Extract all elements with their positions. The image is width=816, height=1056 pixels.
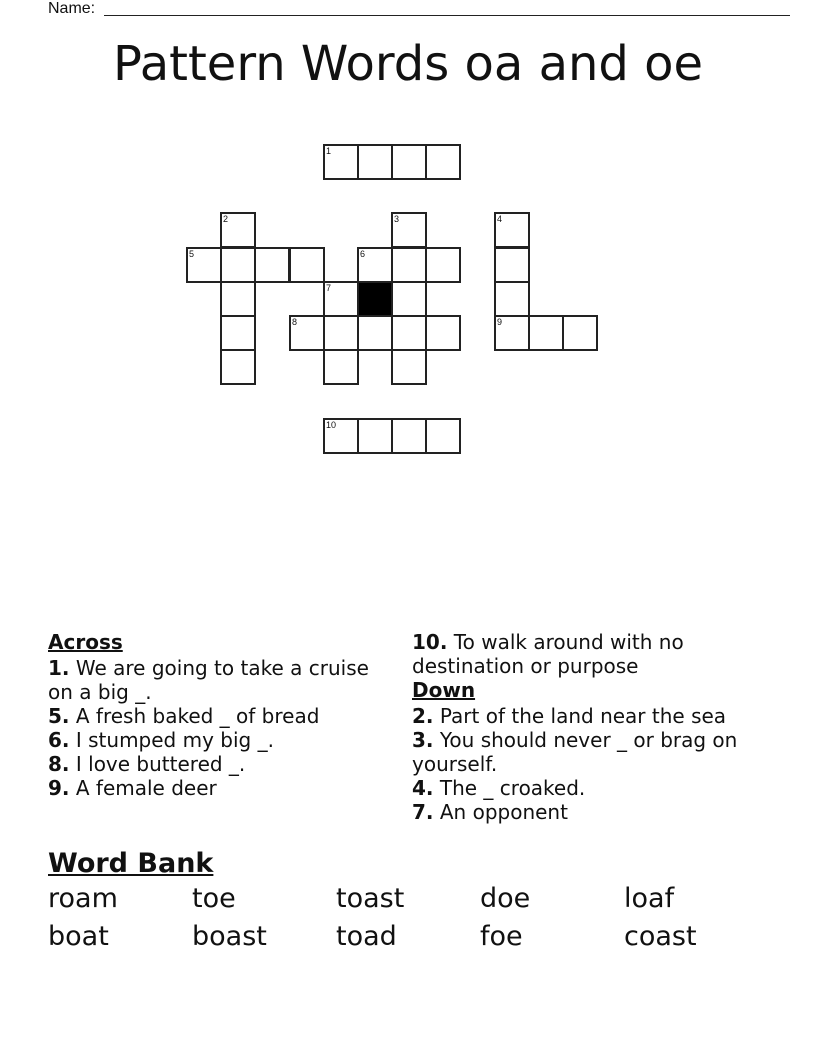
- clue-down-4: 4. The _ croaked.: [412, 776, 586, 800]
- grid-cell[interactable]: [357, 418, 393, 454]
- clue-number: 9: [497, 317, 503, 327]
- clue-across-8: 8. I love buttered _.: [48, 752, 246, 776]
- word-bank-item: doe: [480, 883, 531, 914]
- word-bank-item: coast: [624, 921, 697, 952]
- clue-number: 3: [394, 214, 400, 224]
- clue-number: 2: [223, 214, 229, 224]
- grid-cell[interactable]: [220, 212, 256, 248]
- clue-across-10: 10. To walk around with no destination or purpose: [412, 630, 684, 678]
- grid-cell[interactable]: [357, 247, 393, 283]
- clue-number: 4: [497, 214, 503, 224]
- word-bank: [48, 882, 768, 954]
- clue-across-9: 9. A female deer: [48, 776, 217, 800]
- word-bank-item: loaf: [624, 883, 675, 914]
- grid-cell[interactable]: [528, 315, 564, 351]
- word-bank-item: toast: [336, 883, 405, 914]
- word-bank-item: foe: [480, 921, 523, 952]
- grid-cell[interactable]: [494, 212, 530, 248]
- grid-cell[interactable]: [220, 349, 256, 385]
- clue-down-7: 7. An opponent: [412, 800, 568, 824]
- clue-across-5: 5. A fresh baked _ of bread: [48, 704, 320, 728]
- grid-cell[interactable]: [391, 144, 427, 180]
- grid-cell[interactable]: [494, 281, 530, 317]
- grid-cell[interactable]: [494, 247, 530, 283]
- clue-number: 10: [326, 420, 337, 430]
- grid-block: [357, 281, 393, 317]
- across-heading: Across: [48, 630, 123, 654]
- grid-cell[interactable]: [425, 315, 461, 351]
- clue-across-1: 1. We are going to take a cruise on a big _.: [48, 656, 369, 704]
- word-bank-item: boat: [48, 921, 109, 952]
- grid-cell[interactable]: [391, 212, 427, 248]
- page-title: Pattern Words oa and oe: [112, 36, 704, 92]
- clue-down-2: 2. Part of the land near the sea: [412, 704, 727, 728]
- grid-cell[interactable]: [220, 315, 256, 351]
- clue-number: 1: [326, 146, 332, 156]
- grid-cell[interactable]: [357, 315, 393, 351]
- grid-cell[interactable]: [391, 349, 427, 385]
- grid-cell[interactable]: [562, 315, 598, 351]
- grid-cell[interactable]: [494, 315, 530, 351]
- clues-column-right: [412, 630, 762, 824]
- grid-cell[interactable]: [323, 144, 359, 180]
- word-bank-item: boast: [192, 921, 267, 952]
- word-bank-item: toad: [336, 921, 397, 952]
- word-bank-item: roam: [48, 883, 118, 914]
- grid-cell[interactable]: [391, 315, 427, 351]
- grid-cell[interactable]: [425, 144, 461, 180]
- name-label: Name:: [48, 0, 96, 17]
- grid-cell[interactable]: [220, 281, 256, 317]
- grid-cell[interactable]: [391, 247, 427, 283]
- grid-cell[interactable]: [323, 281, 359, 317]
- clue-number: 7: [326, 283, 332, 293]
- clue-number: 8: [292, 317, 298, 327]
- grid-cell[interactable]: [186, 247, 222, 283]
- grid-cell[interactable]: [391, 418, 427, 454]
- grid-cell[interactable]: [425, 247, 461, 283]
- grid-cell[interactable]: [391, 281, 427, 317]
- down-heading: Down: [412, 678, 476, 702]
- grid-cell[interactable]: [289, 247, 325, 283]
- grid-cell[interactable]: [357, 144, 393, 180]
- clue-down-3: 3. You should never _ or brag on yourself.: [412, 728, 738, 776]
- clue-across-6: 6. I stumped my big _.: [48, 728, 274, 752]
- grid-cell[interactable]: [323, 315, 359, 351]
- clue-number: 5: [189, 249, 195, 259]
- word-bank-title: Word Bank: [48, 848, 214, 879]
- clues-column-left: [48, 630, 396, 800]
- grid-cell[interactable]: [254, 247, 290, 283]
- grid-cell[interactable]: [220, 247, 256, 283]
- grid-cell[interactable]: [323, 418, 359, 454]
- grid-cell[interactable]: [323, 349, 359, 385]
- clue-number: 6: [360, 249, 366, 259]
- grid-cell[interactable]: [425, 418, 461, 454]
- grid-cell[interactable]: [289, 315, 325, 351]
- word-bank-item: toe: [192, 883, 236, 914]
